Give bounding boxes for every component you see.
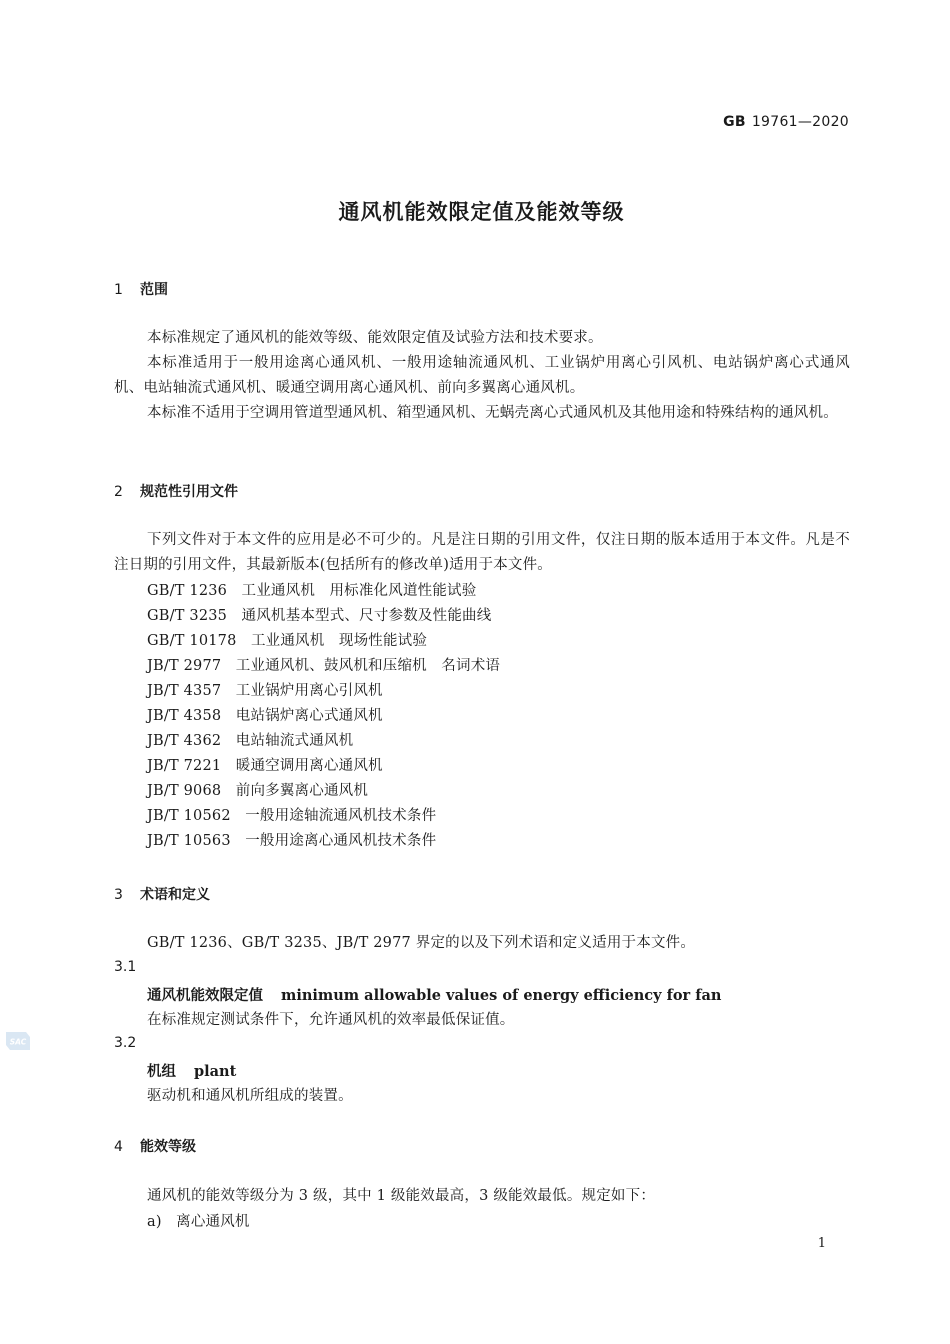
standard-number: 19761—2020 [751,114,849,130]
reference-item: JB/T 4362 电站轴流式通风机 [147,733,354,749]
standard-code [723,114,849,130]
reference-item: JB/T 2977 工业通风机、鼓风机和压缩机 名词术语 [147,658,501,674]
reference-item: GB/T 3235 通风机基本型式、尺寸参数及性能曲线 [147,608,492,624]
reference-item: GB/T 10178 工业通风机 现场性能试验 [147,633,428,649]
sac-stamp-logo [4,1029,32,1053]
section-heading-1 [114,279,168,299]
svg-text:SAC: SAC [9,1037,27,1047]
term-chinese: 机组 [147,1063,176,1080]
term-english: minimum allowable values of energy efficiency for fan [281,987,722,1004]
term-number: 3.1 [114,959,137,975]
term-heading [147,984,721,1005]
term-english: plant [194,1063,237,1080]
reference-item: JB/T 4357 工业锅炉用离心引风机 [147,683,383,699]
terms-intro: GB/T 1236、GB/T 3235、JB/T 2977 界定的以及下列术语和定义适用于本文件。 [147,935,696,951]
term-number: 3.2 [114,1035,137,1051]
section-heading-3 [114,884,210,904]
section-number: 2 [114,484,123,500]
term-heading [147,1060,236,1081]
reference-item: JB/T 7221 暖通空调用离心通风机 [147,758,383,774]
scope-paragraph-1: 本标准规定了通风机的能效等级、能效限定值及试验方法和技术要求。 [147,330,603,346]
reference-item: GB/T 1236 工业通风机 用标准化风道性能试验 [147,583,477,599]
term-definition: 驱动机和通风机所组成的装置。 [147,1088,353,1104]
section-title: 术语和定义 [140,887,210,903]
section-heading-2 [114,481,238,501]
term-definition: 在标准规定测试条件下，允许通风机的效率最低保证值。 [147,1012,515,1028]
reference-item: JB/T 4358 电站锅炉离心式通风机 [147,708,383,724]
grades-item-a: a) 离心通风机 [147,1214,250,1230]
section-heading-4 [114,1136,196,1156]
term-chinese: 通风机能效限定值 [147,987,263,1004]
section-title: 范围 [140,282,168,298]
reference-item: JB/T 10562 一般用途轴流通风机技术条件 [147,808,437,824]
section-title: 规范性引用文件 [140,484,238,500]
section-number: 4 [114,1139,123,1155]
standard-prefix: GB [723,114,746,130]
page-number: 1 [817,1236,826,1251]
section-title: 能效等级 [140,1139,196,1155]
section-number: 1 [114,282,123,298]
scope-paragraph-2: 本标准适用于一般用途离心通风机、一般用途轴流通风机、工业锅炉用离心引风机、电站锅炉离心式通风机、电站轴流式通风机、暖通空调用离心通风机、前向多翼离心通风机。 [114,355,850,396]
grades-intro: 通风机的能效等级分为 3 级，其中 1 级能效最高，3 级能效最低。规定如下： [147,1188,656,1204]
scope-paragraph-3: 本标准不适用于空调用管道型通风机、箱型通风机、无蜗壳离心式通风机及其他用途和特殊结构的通风机。 [147,405,838,421]
document-title: 通风机能效限定值及能效等级 [338,200,625,224]
references-intro: 下列文件对于本文件的应用是必不可少的。凡是注日期的引用文件，仅注日期的版本适用于本文件。凡是不注日期的引用文件，其最新版本(包括所有的修改单)适用于本文件。 [114,532,850,573]
reference-item: JB/T 9068 前向多翼离心通风机 [147,783,369,799]
section-number: 3 [114,887,123,903]
reference-item: JB/T 10563 一般用途离心通风机技术条件 [147,833,437,849]
